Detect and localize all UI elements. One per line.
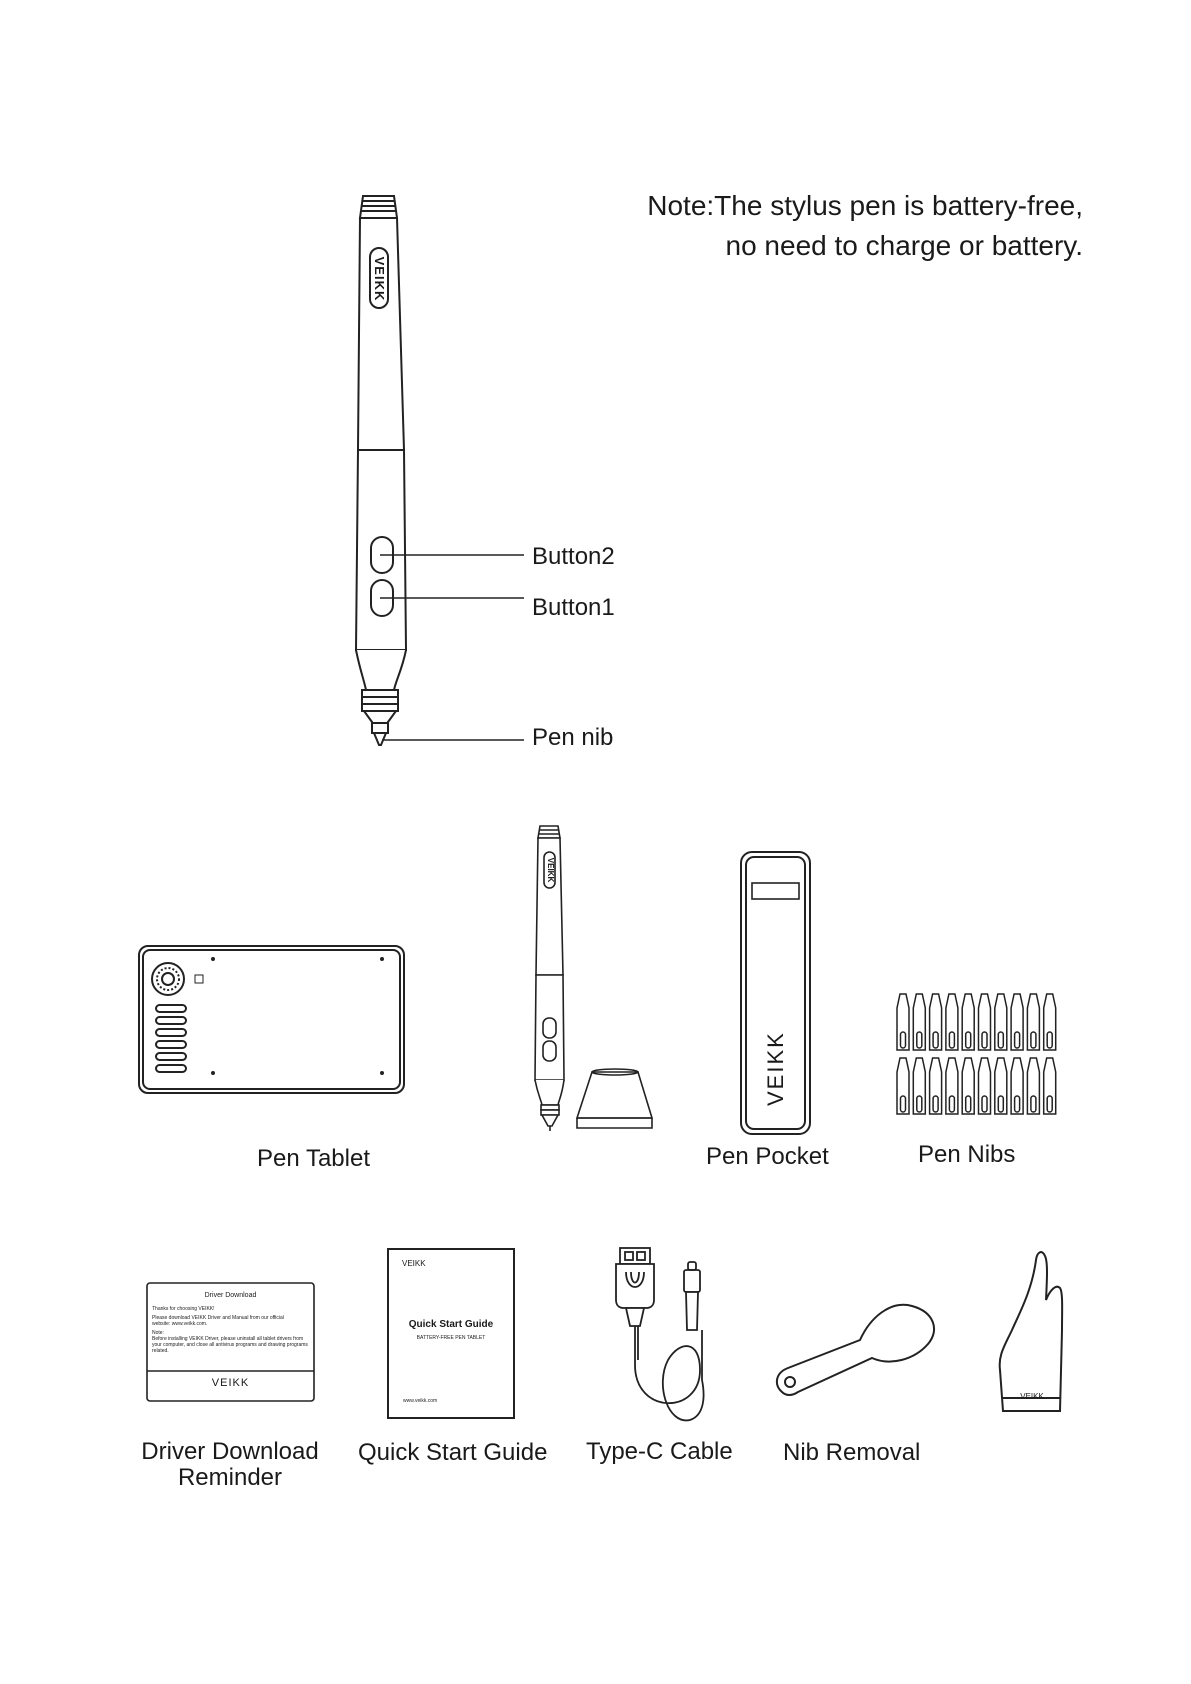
nib-item <box>962 994 974 1050</box>
drawing-glove-drawing <box>1000 1252 1063 1411</box>
nib-item <box>1044 1058 1056 1114</box>
button1-label: Button1 <box>532 594 615 621</box>
battery-note-line1: Note:The stylus pen is battery-free, <box>647 190 1083 221</box>
glove-logo: VEIKK <box>1020 1392 1044 1401</box>
guide-booklet-subtitle: BATTERY-FREE PEN TABLET <box>416 1335 486 1341</box>
guide-booklet-logo: VEIKK <box>402 1259 426 1268</box>
nib-item <box>1027 1058 1039 1114</box>
pen-tablet-drawing <box>139 946 404 1093</box>
nib-item <box>995 1058 1007 1114</box>
nib-item <box>1011 1058 1023 1114</box>
pen-pocket-label: Pen Pocket <box>706 1143 829 1170</box>
nib-item <box>995 994 1007 1050</box>
nib-item <box>1027 994 1039 1050</box>
guide-booklet-footer: www.veikk.com <box>403 1398 438 1404</box>
driver-card-logo: VEIKK <box>211 1377 250 1389</box>
nib-item <box>913 994 925 1050</box>
nib-item <box>962 1058 974 1114</box>
pen-nibs-label: Pen Nibs <box>918 1141 1016 1168</box>
nib-item <box>930 994 942 1050</box>
nib-item <box>1044 994 1056 1050</box>
pen-pocket-logo: VEIKK <box>763 1031 788 1106</box>
pen-nib-label: Pen nib <box>532 724 614 751</box>
nib-removal-label: Nib Removal <box>783 1439 921 1466</box>
nib-item <box>930 1058 942 1114</box>
driver-card-content <box>152 1292 309 1354</box>
driver-card-note-label: Note: <box>152 1330 164 1336</box>
nib-item <box>979 1058 991 1114</box>
button2-label: Button2 <box>532 543 615 570</box>
battery-note-line2: no need to charge or battery. <box>725 230 1083 261</box>
driver-card-note-text: Before installing VEIKK Driver, please uninstall all tablet drivers from your computer, and close all antivirus programs and drawing programs related. <box>152 1336 308 1354</box>
driver-card-line1: Thanks for choosing VEIKK! <box>152 1306 215 1312</box>
nib-item <box>897 994 909 1050</box>
nib-item <box>913 1058 925 1114</box>
driver-download-label-line2: Reminder <box>177 1464 283 1491</box>
nib-item <box>979 994 991 1050</box>
nib-item <box>946 1058 958 1114</box>
nib-item <box>1011 994 1023 1050</box>
driver-card-line3: website: www.veikk.com. <box>152 1321 208 1327</box>
nib-item <box>897 1058 909 1114</box>
driver-card-title: Driver Download <box>204 1292 257 1299</box>
quick-start-guide-label: Quick Start Guide <box>358 1439 548 1466</box>
guide-booklet-title: Quick Start Guide <box>408 1319 494 1330</box>
type-c-cable-drawing <box>616 1248 704 1420</box>
guide-booklet-drawing <box>388 1249 514 1418</box>
nib-item <box>946 994 958 1050</box>
pen-tablet-label: Pen Tablet <box>257 1145 370 1172</box>
driver-card-line2: Please download VEIKK Driver and Manual from our official <box>152 1315 284 1321</box>
pen-nibs-drawing <box>897 994 1056 1114</box>
pen-stand-drawing <box>577 1069 652 1128</box>
type-c-cable-label: Type-C Cable <box>586 1438 733 1465</box>
driver-download-label <box>128 1440 332 1490</box>
small-stylus-logo: VEIKK <box>546 857 555 883</box>
driver-download-label-line1: Driver Download <box>141 1438 319 1465</box>
nib-removal-drawing <box>777 1305 934 1395</box>
large-stylus-logo: VEIKK <box>372 256 387 302</box>
